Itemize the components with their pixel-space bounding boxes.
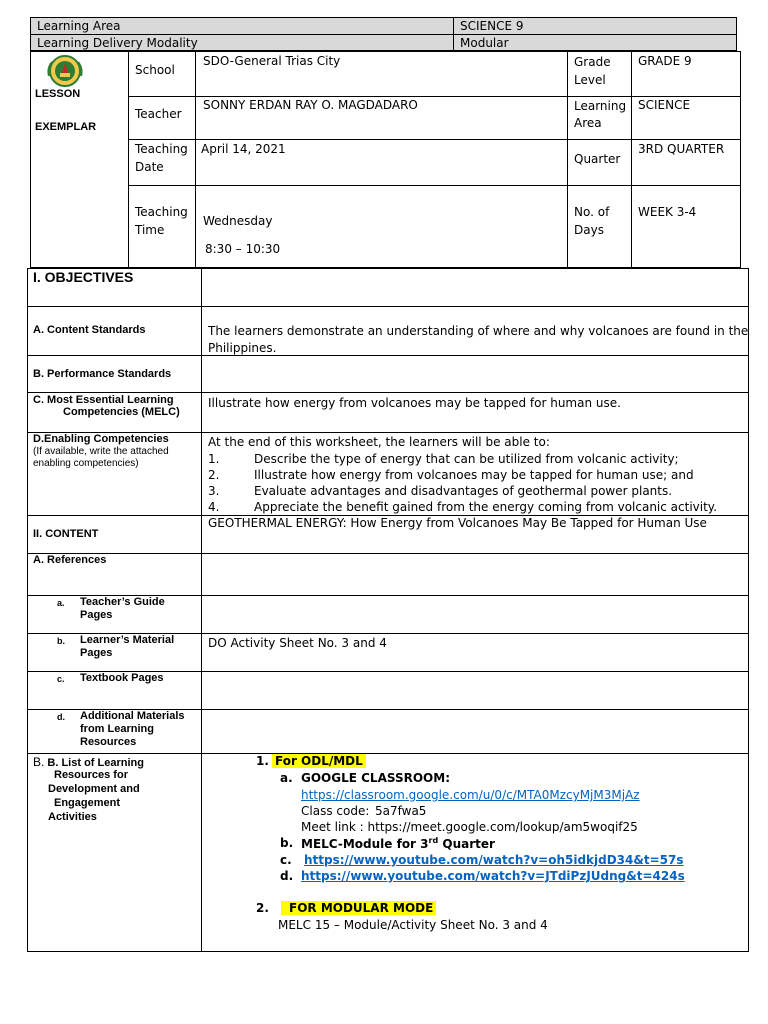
enabling-intro: At the end of this worksheet, the learners will be able to: bbox=[208, 435, 550, 449]
melc-label-2: Competencies (MELC) bbox=[63, 406, 180, 418]
content-standards-text-2: Philippines. bbox=[208, 341, 277, 355]
ref-label-2: Pages bbox=[80, 647, 113, 659]
enabling-label: D.Enabling Competencies bbox=[33, 433, 169, 445]
melc-module-post: Quarter bbox=[438, 837, 495, 851]
area-value: SCIENCE bbox=[638, 98, 691, 112]
enabling-note-2: enabling competencies) bbox=[33, 458, 139, 469]
ref-label: Textbook Pages bbox=[80, 672, 164, 684]
class-code-label: Class code: bbox=[301, 804, 370, 818]
resources-label-2: Resources for bbox=[54, 769, 128, 781]
grade-label-2: Level bbox=[574, 73, 606, 87]
enabling-item-text: Describe the type of energy that can be utilized from volcanic activity; bbox=[254, 452, 679, 466]
enabling-item-text: Illustrate how energy from volcanoes may be tapped for human use; and bbox=[254, 468, 694, 482]
quarter-label: Quarter bbox=[574, 152, 621, 166]
melc-label: C. Most Essential Learning bbox=[33, 394, 174, 406]
ref-letter: a. bbox=[57, 598, 65, 608]
ref-letter: c. bbox=[57, 674, 65, 684]
area-label: Learning bbox=[574, 99, 627, 113]
ref-label-2: from Learning bbox=[80, 723, 154, 735]
ref-label: Additional Materials bbox=[80, 710, 185, 722]
learning-area-value: SCIENCE 9 bbox=[460, 19, 524, 33]
class-code-value: 5a7fwa5 bbox=[375, 804, 427, 818]
resources-label-4: Engagement bbox=[54, 797, 121, 809]
odl-title: For ODL/MDL bbox=[272, 754, 366, 768]
grade-label: Grade bbox=[574, 55, 611, 69]
content-text: GEOTHERMAL ENERGY: How Energy from Volcanoes May Be Tapped for Human Use bbox=[208, 516, 707, 530]
deped-seal-icon bbox=[46, 54, 84, 88]
references-label: A. References bbox=[33, 554, 107, 566]
ref-letter: d. bbox=[57, 712, 65, 722]
time-day: Wednesday bbox=[203, 214, 273, 228]
melc-module bbox=[301, 836, 495, 851]
gc-title: GOOGLE CLASSROOM: bbox=[301, 771, 450, 785]
content-heading: II. CONTENT bbox=[33, 528, 99, 540]
melc-text: Illustrate how energy from volcanoes may be tapped for human use. bbox=[208, 396, 621, 410]
days-label: No. of bbox=[574, 205, 610, 219]
enabling-note: (If available, write the attached bbox=[33, 446, 169, 457]
yt2-letter: d. bbox=[280, 869, 294, 883]
grade-value: GRADE 9 bbox=[638, 54, 692, 68]
performance-standards-label: B. Performance Standards bbox=[33, 368, 172, 380]
delivery-modality-label: Learning Delivery Modality bbox=[37, 36, 198, 50]
teacher-label: Teacher bbox=[135, 107, 182, 121]
enabling-item-num: 3. bbox=[208, 484, 220, 498]
melc-module-pre: MELC-Module for 3 bbox=[301, 837, 429, 851]
time-label-2: Time bbox=[135, 223, 165, 237]
date-value: April 14, 2021 bbox=[201, 142, 286, 156]
odl-num: 1. bbox=[256, 754, 269, 768]
date-label: Teaching bbox=[135, 142, 188, 156]
content-standards-label: A. Content Standards bbox=[33, 324, 146, 336]
modular-text: MELC 15 – Module/Activity Sheet No. 3 and 4 bbox=[278, 918, 548, 932]
delivery-modality-value: Modular bbox=[460, 36, 509, 50]
enabling-item-text: Appreciate the benefit gained from the energy coming from volcanic activity. bbox=[254, 500, 718, 514]
modular-num: 2. bbox=[256, 901, 269, 915]
gc-letter: a. bbox=[280, 771, 293, 785]
lesson-label: LESSON bbox=[35, 88, 81, 100]
ref-label-3: Resources bbox=[80, 736, 137, 748]
learning-area-label: Learning Area bbox=[37, 19, 121, 33]
content-standards-text: The learners demonstrate an understanding of where and why volcanoes are found in the bbox=[208, 324, 749, 338]
gc-link[interactable]: https://classroom.google.com/u/0/c/MTA0MzcyMjM3MjAz bbox=[301, 788, 640, 802]
days-label-2: Days bbox=[574, 223, 604, 237]
meet-link[interactable]: Meet link : https://meet.google.com/lookup/am5woqif25 bbox=[301, 820, 638, 834]
school-label: School bbox=[135, 63, 175, 77]
youtube-link-1[interactable]: https://www.youtube.com/watch?v=oh5idkjdD34&t=57s bbox=[304, 853, 684, 867]
days-value: WEEK 3-4 bbox=[638, 205, 697, 219]
teacher-value: SONNY ERDAN RAY O. MAGDADARO bbox=[203, 98, 418, 112]
ref-label: Teacher’s Guide bbox=[80, 596, 165, 608]
time-value: 8:30 – 10:30 bbox=[205, 242, 281, 256]
time-label: Teaching bbox=[135, 205, 188, 219]
resources-label-3: Development and bbox=[48, 783, 140, 795]
enabling-item-text: Evaluate advantages and disadvantages of geothermal power plants. bbox=[254, 484, 673, 498]
objectives-heading: I. OBJECTIVES bbox=[33, 269, 134, 285]
melc-module-sup: rd bbox=[428, 836, 439, 845]
melc-module-letter: b. bbox=[280, 836, 294, 850]
enabling-item-num: 1. bbox=[208, 452, 220, 466]
school-value: SDO-General Trias City bbox=[203, 54, 341, 68]
resources-label: B. B. List of Learning bbox=[33, 755, 144, 769]
ref-value: DO Activity Sheet No. 3 and 4 bbox=[208, 636, 387, 650]
enabling-item-num: 2. bbox=[208, 468, 220, 482]
exemplar-label: EXEMPLAR bbox=[35, 121, 97, 133]
area-label-2: Area bbox=[574, 116, 602, 130]
modular-title: FOR MODULAR MODE bbox=[281, 901, 436, 915]
ref-label: Learner’s Material bbox=[80, 634, 175, 646]
yt1-letter: c. bbox=[280, 853, 292, 867]
resources-label-5: Activities bbox=[48, 811, 97, 823]
ref-label-2: Pages bbox=[80, 609, 113, 621]
ref-letter: b. bbox=[57, 636, 65, 646]
youtube-link-2[interactable]: https://www.youtube.com/watch?v=JTdiPzJUdng&t=424s bbox=[301, 869, 685, 883]
enabling-item-num: 4. bbox=[208, 500, 220, 514]
date-label-2: Date bbox=[135, 160, 164, 174]
quarter-value: 3RD QUARTER bbox=[638, 142, 725, 156]
resources-label-text: B. List of Learning bbox=[47, 757, 144, 769]
